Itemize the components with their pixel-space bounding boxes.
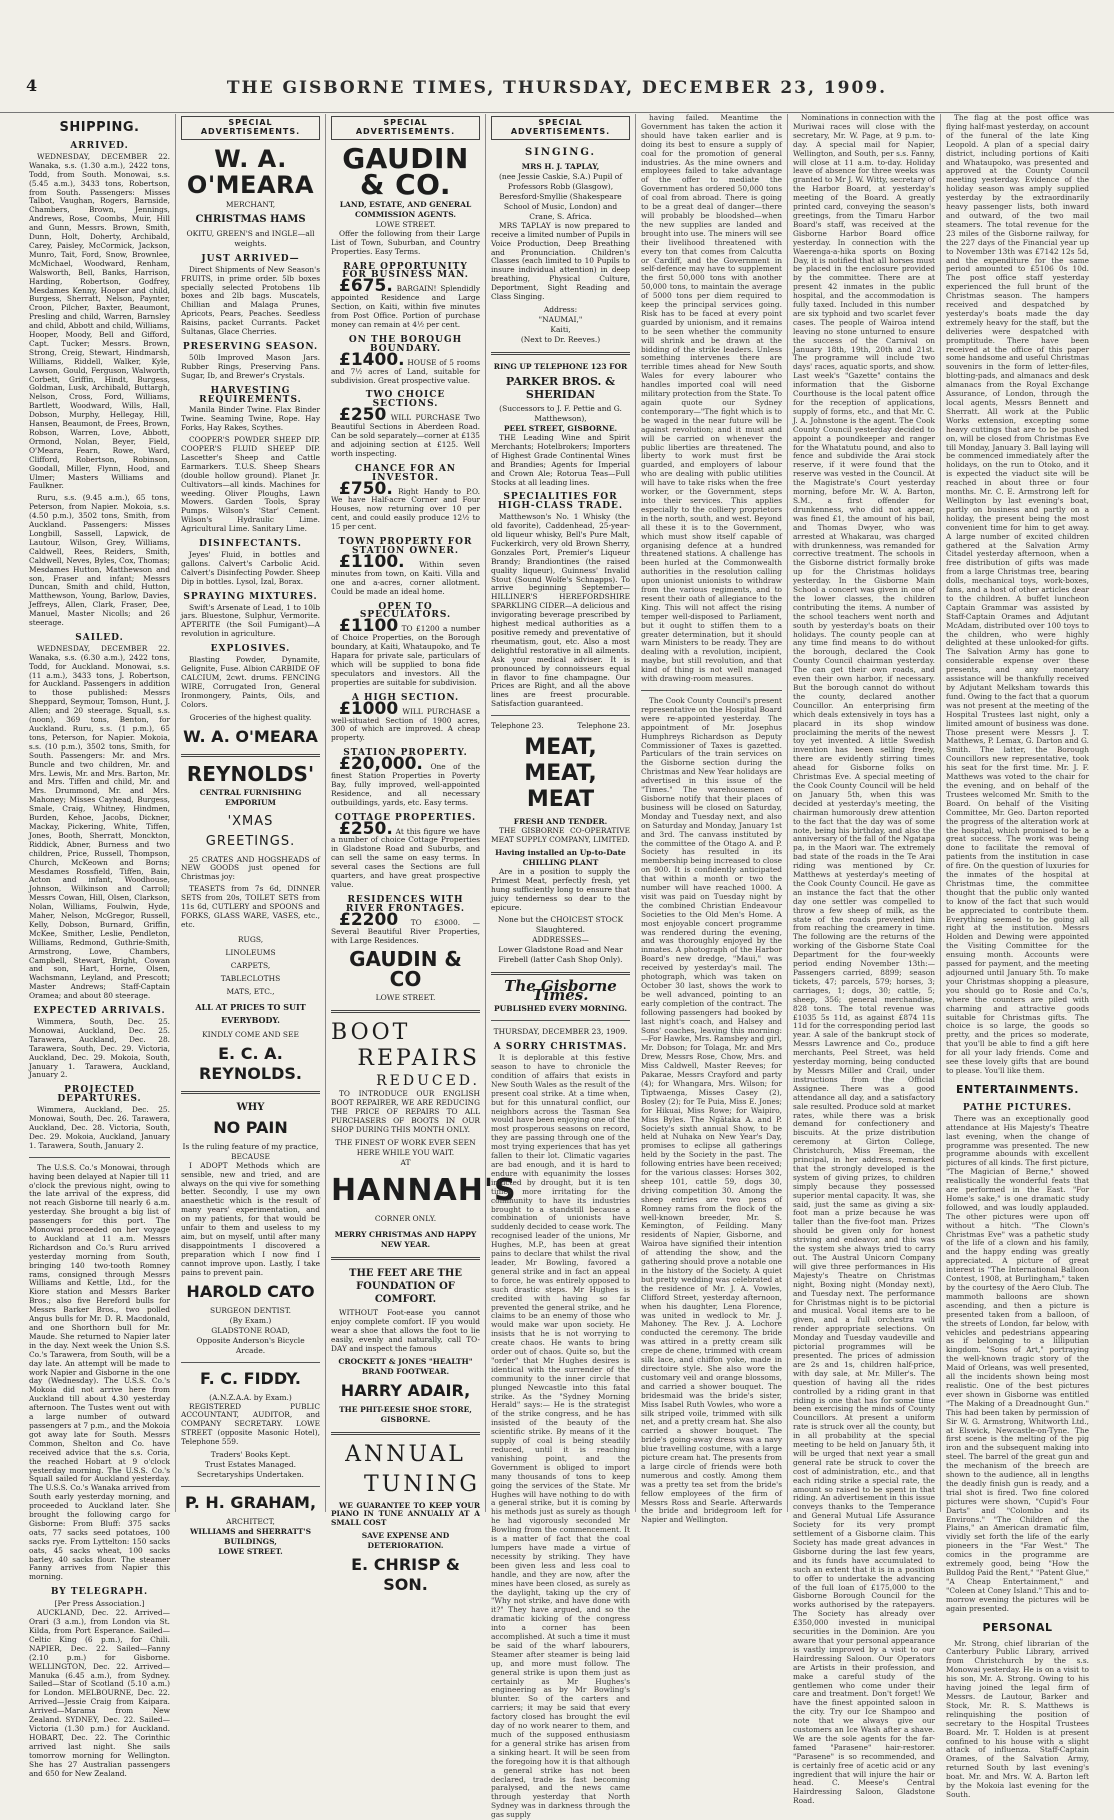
fiddy-sub: (A.N.Z.A.A. by Exam.) bbox=[209, 1392, 292, 1402]
divider bbox=[641, 690, 782, 691]
expected-heading: EXPECTED ARRIVALS. bbox=[33, 1006, 166, 1017]
at-line: AT bbox=[400, 1157, 411, 1167]
why: WHY bbox=[236, 1101, 265, 1113]
price-675: £675. bbox=[339, 276, 393, 297]
news-column-3 bbox=[941, 113, 1094, 1799]
prices-line: ALL AT PRICES TO SUIT EVERYBODY. bbox=[195, 1001, 306, 1025]
coop-text-2: Are in a position to supply the Primest Meat, perfectly fresh, yet hung sufficiently long to ensure that juicy tenderness so dear to the epicure. bbox=[491, 866, 630, 912]
tuning-text: WE GUARANTEE TO KEEP YOUR PIANO IN TUNE ANNUALLY AT A SMALL COST bbox=[331, 1500, 480, 1528]
carpets: CARPETS, bbox=[230, 960, 271, 970]
divider bbox=[491, 1020, 630, 1021]
telephone-row bbox=[491, 722, 630, 731]
just-arrived-text: Direct Shipments of New Season's FRUITS, in prime order. 5lb boxes specially selected Protobens 1lb boxes and 2lb bags. Muscatels, Chillian and Malaga Prunes, Apricots, Pears, Peaches. Seedless Raisins, packet Currants. Packet Sultanas, Glace Cherries. bbox=[181, 264, 320, 337]
parker-name: PARKER BROS. & SHERIDAN bbox=[505, 374, 616, 401]
harvesting: HARVESTING REQUIREMENTS. bbox=[199, 385, 302, 405]
tablecloths: TABLECLOTHS bbox=[220, 973, 281, 983]
price-250: £250 bbox=[339, 405, 387, 426]
telephone-right: Telephone 23. bbox=[577, 721, 630, 731]
editorial-text: It is deplorable at this festive season to have to chronicle the condition of affairs that exists in New South Wales as the result of the present coal strike. At a time when, but for this unnatural conflict, our neighbors across the Tasman Sea would have been enjoying one of the most prosperous seasons on record, they are passing through one of the most trying experiences that has yet fallen to their lot. Climatic vagaries are bad enough, and it is hard to endure with equanimity the losses inflicted by drought, but it is ten times more irritating for the community to have its industries brought to a standstill because a combination of unionists have suddenly decided to cease work. The recognised leader of the unions, Mr Hughes, M.P., has been at great pains to declare that whilst the rival leader, Mr Bowling, favored a general strike and in fact an appeal to force, he was entirely opposed to such drastic steps. Mr Hughes is credited with having so far prevented the general strike, and he claims to be an enemy of those who would make war upon society. He insists that he is not worrying to create chaos. He wants to bring order out of chaos. Quite so, but the "order" that Mr Hughes desires is identical with the surrender of the community to the inner circle that plunged Newcastle into this fatal strike. As the "Sydney Morning Herald" says:— He is the strategist of the strike congress, and he has insisted of the beauty of the scientific strike. By means of it the supply of coal is being steadily reduced, until it is reaching vanishing point, and the Government is obliged to import many thousands of tons to keep going the services of the State. Mr Hughes will have nothing to do with a general strike, but it is coming by his methods just as surely as though he had vigorously seconded Mr Bowling from the commencement. It is a matter of fact that the coal lumpers have made a virtue of necessity by striking. They have been given less and less coal to handle, and they are now, after the mines have been closed, as surely as the daylight, taking up the cry of "Why not strike, and have done with it?" They have argued, and so the dramatic kicking of the congress into a corner has been accomplished. At such a time it must be said of the wharf labourers, Steamer after steamer is being laid up, and more must follow. The general strike is upon them just as certainly as Mr Hughes's engineering as by Mr Bowling's blunter. So of the carters and carriers; it may be said that every factory closed has brought the evil day of no work nearer to them, and much of the supposed enthusiasm for a general strike has arisen from a sinking heart. It will be seen from the foregoing how it is that although a general strike has not been declared, trade is fast becoming paralysed, and the news came through yesterday that North Sydney was in darkness through the gas supply bbox=[491, 1053, 630, 1820]
parker-successors: (Successors to J. F. Pettie and G. Matthewson), bbox=[499, 403, 622, 423]
paper-title: The Gisborne Times. bbox=[504, 977, 617, 1005]
rare-heading: RARE OPPORTUNITY FOR BUSINESS MAN. bbox=[342, 261, 469, 281]
tuning-heading: TUNING bbox=[364, 1471, 480, 1497]
graham-name: P. H. GRAHAM, bbox=[184, 1493, 317, 1513]
published-line: PUBLISHED EVERY MORNING. bbox=[494, 1004, 627, 1014]
station-owner-heading: TOWN PROPERTY FOR STATION OWNER. bbox=[338, 537, 473, 556]
sailed-heading: SAILED. bbox=[75, 632, 124, 643]
gaudin-footer-street: LOWE STREET. bbox=[375, 993, 436, 1003]
preserving-text: 50lb Improved Mason Jars. Rubber Rings, Preserving Pans. Sugar, Ib, and Brewer's Crystals. bbox=[181, 352, 320, 380]
kaiti: Kaiti, bbox=[550, 324, 571, 334]
shipping-column bbox=[24, 114, 176, 1778]
gaudin-footer: GAUDIN & CO bbox=[349, 947, 462, 992]
choice-heading: TWO CHOICE SECTIONS. bbox=[365, 390, 446, 410]
price-750: £750. bbox=[339, 478, 393, 499]
harvesting-text: Manila Binder Twine. Flax Binder Twine. Seaming Twine, Rope. Hay Forks, Hay Rakes, Scythes. bbox=[181, 405, 320, 433]
masthead bbox=[0, 0, 1114, 113]
entertainments-heading: ENTERTAINMENTS. bbox=[956, 1082, 1079, 1096]
adair-name: HARRY ADAIR, bbox=[340, 1380, 471, 1400]
next-to: (Next to Dr. Reeves.) bbox=[520, 334, 601, 344]
local-news-3: The flag at the post office was flying half-mast yesterday, on account of the funeral of the late King Leopold. A plan of a special dairy district, including portions of Kaiti and Whataupoko, was presented and approved at the County Council meeting yesterday. Evidence of the holiday season was amply supplied yesterday by the extraordinarily heavy passenger lists, both inward and outward, of the two mail steamers. The total revenue for the 23 miles of the Gisborne railway, for the 227 days of the Financial year up to November 13th was £7142 12s 5d, and the expenditure for the same period amounted to £5106 0s 10d. The post office staff yesterday experienced the full brunt of the Christmas season. The hampers received and despatched by yesterday's boats made the day extremely heavy for the staff, but the deliveries were despatched with promptitude. There have been received at the office of this paper some handsome and useful Christmas souvenirs in the form of letter-files, blotting-pads, and almanacs and desk almanacs from the Royal Exchange Assurance, of London, through the local agents, Messrs Bennett and Sherratt. All work at the Public Works extension, excepting some heavy cuttings that are to be pushed on, will be closed from Christmas Eve till Monday, January 3. Ball laying will be commenced immediately after the holidays, on the run to Otoko, and it is expected the viaduct site will be reached in about three or four months. Mr. C. E. Armstrong left for Wellington by last evening's boat, partly on business and partly on a holiday, the present being the most convenient time for him to get away. A large number of excited children gathered at the Salvation Army Citadel yesterday afternoon, when a free distribution of gifts was made from a large Christmas tree, bearing dolls, mechanical toys, work-boxes, fans, and a host of other articles dear to the children. A buffet luncheon Captain Grammar was assisted by Staff-Captain Orames and Adjutant McAdam, distributed over 100 toys to the children, who were highly delighted at these unlooked-for gifts. The Salvation Army has gone to considerable expense over these presents, and any monetary assistance will be thankfully received by Adjutant Melksham towards this fund. Owing to the fact that a quorum was not present at the meeting of the Hospital Trustees last night, only a limited amount of business was done. Those present were Messrs J. T. Matthews, P. Lemax, G. Darton and G. Smith. The latter, the Borough Councillors new representative, took his seat for the first time. Mr. J. F. Matthews was voted to the chair for the evening, and on behalf of the Trustees welcomed Mr. Smith to the Board. On behalf of the Visiting Committee, Mr. Geo. Darton reported the progress of the alteration work at the hospital, which promised to be a great success. The work was being done to facilitate the removal of patients from the institution in case of fire. On the question of luxuries for the inmates of the hospital at Christmas time, the committee thought that the public only wanted to know of the fact that such would be appreciated to contribute them. Everything seemed to be going all right at the institution. Messrs Holden and Dewing were appointed the Visiting Committee for the ensuing month. Accounts were passed for payment, and the meeting adjourned until January 5th. To make your Christmas shopping a pleasure, you should go to Rosie and Co.'s, where the counters are piled with charming and attractive goods suitable for Christmas gifts. The choice is so large, the goods so pretty, and the prices so moderate, that you'll be able to find a gift here for all your lady friends. Come and see these lovely gifts that are bound to please. You'll like them. bbox=[946, 113, 1089, 1075]
naumai: "NAUMAI," bbox=[538, 314, 583, 324]
groceries-line: Groceries of the highest quality. bbox=[189, 712, 312, 722]
tapley-sub: (nee Jessie Caskie, S.A.) Pupil of Professors Robb (Glasgow), Beresford-Smyllie (Shakespeare School of Music, London) and Crane, S. Africa. bbox=[498, 171, 623, 221]
sailed-text: WEDNESDAY, DECEMBER 22. Wanaka, s.s. (6.30 a.m.), 2422 tons, Todd, for Auckland. Monowai, s.s. (11 a.m.), 3433 tons, J. Robertson, for Auckland. Passengers in addition to those published: Messrs Sheppard, Seymour, Tomson, Hunt, J. Allen; and 20 steerage. Squall, s.s. (noon), 369 tons, Benton, for Auckland. Ruru, s.s. (1 p.m.), 65 tons, Peterson, for Napier. Mokoia, s.s. (10 p.m.), 3502 tons, Smith, for South. Passengers: Mr. and Mrs. Buncle and two children, Mr. and Mrs. Lewis, Mr. and Mrs. Barton, Mr. and Mrs. Tiffen and child, Mr. and Mrs. Drummond, Mr. and Mrs. Mahoney; Misses Cayhead, Burgess, Smale, Craig, Whitney, Hindmen, Burden, Kehoe, Jacobs, Dickner, Mackay, Pickering, White, Tiffen, Jones, Booth, Sherratt, Monckton, Riddick, Abner, Burness and two children, Price, Russell, Thompson, Church, McKeown and Borns; Mesdames Rossfield, Tiffen, Bain, Acton and infant, Woodhouse, Johnson, Wilkinson and Carroll; Messrs Cowan, Hill, Olsen, Clarkson, Nolan, Williams, Foulwin, Hyde, Maher, Nelson, McGregor, Russell, Kelly, Dobson, Burnard, Griffin, McKee, Smither, Leslie, Pendleton, Williams, Redmond, Guthrie-Smith, Armstrong, Lowe, Chambers, Campbell, Stewart, Bright, Cowan and son, Hart, Horne, Olsen, Wachsmann, Leyland, and Prescott; Master Andrews; Staff-Captain Oramea; and about 80 steerage. bbox=[29, 643, 170, 1001]
price-1100b: £1100 bbox=[339, 616, 399, 637]
cottage-heading: COTTAGE PROPERTIES. bbox=[334, 812, 477, 823]
cato-opposite: Opposite Anderson's Bicycle Arcade. bbox=[196, 1335, 305, 1355]
crockett-brand: CROCKETT & JONES "HEALTH" BRAND FOOTWEAR. bbox=[338, 1356, 473, 1376]
divider bbox=[181, 1091, 320, 1094]
corner-only: CORNER ONLY. bbox=[374, 1213, 437, 1223]
cato-address: GLADSTONE ROAD, bbox=[211, 1325, 290, 1335]
teasets-text: TEASETS from 7s 6d, DINNER SETS from 20s, TOILET SETS from 11s 6d, CUTLERY and SPOONS and FORKS, GLASS WARE, VASES, etc., etc. bbox=[181, 884, 320, 929]
dip-text: COOPER'S POWDER SHEEP DIP. COOPER'S FLUID SHEEP DIP. Lascetter's Sheep and Cattle Earmarkers. T.U.S. Sheep Shears (double hollow ground). Planet Jr. Cultivators—all kinds. Machines for weeding. Oliver Ploughs, Lawn Mowers. Garden Tools, Spray Pumps. Wilson's 'Star' Cement. Wilson's Hydraulic Lime. Agricultural Lime. Sanitary Lime. bbox=[181, 435, 320, 534]
borough-heading: ON THE BOROUGH BOUNDARY. bbox=[348, 334, 463, 354]
page-number: 4 bbox=[26, 76, 38, 95]
personal-text: Mr. Strong, chief librarian of the Canterbury Public Library, arrived from Christchurch by the s.s. Monowai yesterday. He is on a visit to his son, Mr. A. Strong. Owing to his having joined the legal firm of Messrs. de Lautour, Barker and Stock, Mr. R. S. Matthews is relinquishing the position of secretary to the Hospital Trustees Board. Mr. T. Holden is at present confined to his house with a slight attack of influenza. Staff-Captain Orames, of the Salvation Army, returned South by last evening's boat. Mr. and Mrs. W. A. Barton left by the Mokoia last evening for the South. bbox=[946, 1638, 1089, 1799]
price-675-text: BARGAIN! Splendidly appointed Residence and Large Section, on Kaiti, within five minutes from Post Office. Portion of purchase money can remain at 4½ per cent. bbox=[331, 284, 480, 329]
address-label: Address: bbox=[543, 304, 578, 314]
personal-heading: PERSONAL bbox=[982, 1620, 1053, 1634]
page-columns bbox=[24, 113, 1094, 1820]
omeara-footer: W. A. O'MEARA bbox=[183, 726, 318, 746]
price-1000: £1000 bbox=[339, 698, 399, 719]
omeara-name: W. A. O'MEARA bbox=[186, 144, 315, 199]
price-2200-text: TO £3000. — Several Beautiful River Properties, with Large Residences. bbox=[331, 917, 480, 945]
price-1100b-text: TO £1200 a number of Choice Properties, on the Borough boundary, at Kaiti, Whataupoko, and Te Hapara for private sale, particulars of which will be supplied to bona fide speculators and investors. All the properties are suitable for subdivision. bbox=[331, 624, 480, 687]
parker-text: THE Leading Wine and Spirit Merchants; Hotelbrokers; Importers of Highest Grade Continental Wines and Brandies; Agents for Imperial and Crown Ale; Rotorua Teas—Full Stocks at all leading lines. bbox=[491, 432, 630, 487]
arrived-text: WEDNESDAY, DECEMBER 22. Wanaka, s.s. (1.30 a.m.), 2422 tons, Todd, from South. Monowai, s.s. (5.45 a.m.), 3433 tons, Robertson, from South. Passengers: Misses Talbot, Vaughan, Rogers, Barnside, Chambers, Brown, Jennings, Andrews, Rose, Coombs, Muir, Hill and Gunn, Messrs. Brown, Smith, Dunn, Holt, Doherty, Archibald, Carey, Paisley, McCormick, Jackson, Munro, Tait, Ford, Snow, Brownlee, McMichael, Woodward, Renham, Walsworth, Bell, Banks, Harrison, Harding, Robertson, Godfrey, Mesdames Kenny, Hooper and child, Burgess, Sherratt, Nelson, Paynter, Croon, Pilcher, Baxter, Beaumont, Presling and child, Warren, Barnsley and child, Abbott and child, Williams, Hooper, Moody, Bell and Gifford, Capt. Tucker; Messrs. Brown, Strong, Creig, Stewart, Hindmarsh, Williams, Riddell, Walker, Kyle, Lawson, Gould, Ferguson, Walworth, Corbett, Griffin, Hindt, Burgess, Goldman, Lusk, Archibald, Buttargh, Nelson, Cross, Ford, Williams, Bartlett, Woodward, Wills, Hall, Dobson, Murphy, Hellegay, Hill, Hansen, Beaumont, de Frees, Brown, Robson, Warren, Love, Abbott, Ormond, Nolan, Beyer, Field, O'Meara, Fearn, Rowe, Ward, Clifford, Robertson, Robinson, Goodall, Miller, Flynn, Hood, and Ulmer; Masters Williams and Faulkner. bbox=[29, 151, 170, 491]
gaudin-name: GAUDIN & CO. bbox=[342, 141, 469, 201]
telegraph-heading: BY TELEGRAPH. bbox=[50, 1587, 149, 1598]
editorial-continued: having failed. Meantime the Government has taken the action it should have taken earlier and is doing its best to ensure a supply of coal for the promotion of general industries. As the mine owners and employees failed to take advantage of the offer to mediate the Government has ordered 50,000 tons of coal from abroad. There is going to be a great deal of danger—there will probably be bloodshed—when the new supplies are landed and brought into use. The miners will see their livelihood threatened with every ton that comes from Calcutta or Cardiff, and the Government in self-defence may have to supplement the first 50,000 tons with another 50,000 tons, to maintain the average of 5000 tons per diem required to keep the principal services going. Risk has to be faced at every point guarded by unionism, and it remains to be seen whether the community will shrink and be drawn at the bidding of the strike leaders. Unless something intervenes there are terrible times ahead for New South Wales for every labourer who handles imported coal will need military protection from the State. To again quote our Sydney contemporary—"The fight which is to be waged in the near future will be against revolution; and it must and will be carried on whenever the public liberties are threatened. The liberty to work must first be guarded, and employers of labour who are dealing with public utilities will have to take risks when the free worker, or the Government, steps into their services. This applies especially to the colliery proprietors in the north, south, and west. Beyond all these it is to the Government, which must show itself capable of organising defence at a hundred threatened stations. A challenge has been hurled at the Commonwealth authorities in the resolution calling upon unionist unionists to withdraw from the various regiments, and to resent their oath of allegiance to the King. This will not affect the rising temper well-disposed to Parliament, but it ought to stiffen them to a greater determination, but it should warn Ministers to be ready. They are dealing with a revolution, incipient, maybe, but still revolution, and that kind of thing is not well managed with drawing-room measures. bbox=[641, 113, 782, 684]
save-expense: SAVE EXPENSE AND DETERIORATION. bbox=[361, 1531, 450, 1551]
divider bbox=[331, 1010, 480, 1013]
cato-role: SURGEON DENTIST. bbox=[209, 1305, 292, 1315]
press-association: [Per Press Association.] bbox=[54, 1599, 145, 1609]
chilling-plant: Having installed an Up-to-Date CHILLING PLANT bbox=[495, 847, 626, 867]
spraying: SPRAYING MIXTURES. bbox=[183, 591, 318, 602]
just-arrived: JUST ARRIVED— bbox=[201, 253, 300, 264]
boot-text: TO INTRODUCE OUR ENGLISH BOOT REPAIRER, WE ARE REDUCING THE PRICE OF REPAIRS TO ALL PURCHASERS OF BOOTS IN OUR SHOP DURING THIS MONTH ONLY. bbox=[331, 1089, 480, 1135]
gaudin-street: LOWE STREET. bbox=[375, 219, 436, 229]
secretaryships: Secretaryships Undertaken. bbox=[197, 1470, 304, 1480]
price-250-text: WILL PURCHASE Two Beautiful Sections in Aberdeen Road. Can be sold separately—corner at £135 and adjoining section at £125. Well worth inspecting. bbox=[331, 413, 480, 458]
expected-text: Wimmera, South, Dec. 25. Monowai, Auckland, Dec. 25. Tarawera, Auckland, Dec. 28. Tarawera, South, Dec. 29. Victoria, Auckland, Dec. 29. Mokoia, South, January 1. Tarawera, Auckland, January 2. bbox=[29, 1017, 170, 1080]
books-kept: Traders' Books Kept. bbox=[210, 1450, 291, 1460]
emporium: CENTRAL FURNISHING EMPORIUM bbox=[199, 787, 302, 807]
feet-heading: THE FEET ARE THE FOUNDATION OF COMFORT. bbox=[349, 1267, 462, 1305]
coop-text: THE GISBORNE CO-OPERATIVE MEAT SUPPLY COMPANY, LIMITED. bbox=[491, 826, 630, 844]
offer-text: Offer the following from their Large List of Town, Suburban, and Country Properties. Easy Terms. bbox=[331, 228, 480, 256]
price-750-text: Right Handy to P.O. We have Half-acre Corner and Four Houses, now returning over 10 per cent, and could easily produce 12½ to 15 per cent. bbox=[331, 486, 480, 532]
no-pain: NO PAIN bbox=[213, 1117, 288, 1137]
boot-heading: BOOT bbox=[331, 1020, 411, 1046]
kindly-line: KINDLY COME AND SEE bbox=[202, 1029, 299, 1039]
no-pain-text: I ADOPT Methods which are sensible, new and tried, and are always on the qui vive for something better. Secondly, I use my own anaesthetic which is the result of many years' experimentation, and on my patients, for that would be unfair to them and useless to my aim, but on myself, until after many disappointments I discovered a preparation which I now find I cannot improve upon. Lastly, I take pains to prevent pain. bbox=[181, 1160, 320, 1277]
trust-estates: Trust Estates Managed. bbox=[204, 1460, 297, 1470]
projected-text: Wimmera, Auckland, Dec. 25. Monowai, South, Dec. 26. Tarawera, Auckland, Dec. 28. Victoria, South, Dec. 29. Mokoia, Auckland, January 1. Tarawera, South, January 2. bbox=[29, 1105, 170, 1150]
telephone-left: Telephone 23. bbox=[491, 721, 544, 731]
investor-heading: CHANCE FOR AN INVESTOR. bbox=[354, 463, 457, 483]
crates-text: 25 CRATES AND HOGSHEADS of NEW GOODS just opened for Christmas joy: bbox=[181, 854, 320, 882]
divider bbox=[29, 1157, 170, 1158]
advertisements-column-2 bbox=[326, 114, 517, 1595]
hams-sub: OKITU, GREEN'S and INGLE—all weights. bbox=[186, 228, 315, 248]
preserving: PRESERVING SEASON. bbox=[182, 341, 319, 352]
pathe-heading: PATHE PICTURES. bbox=[962, 1102, 1073, 1113]
reynolds-name: REYNOLDS' bbox=[186, 761, 315, 786]
shipping-notes: The U.S.S. Co.'s Monowai, through having been delayed at Napier till 11 o'clock the previous night, owing to the late arrival of the express, did not reach Gisborne till nearly 6 a.m. yesterday. She brought a big list of passengers for this port. The Monowai proceeded on her voyage to Auckland at 11 a.m. Messrs Richardson and Co.'s Ruru arrived yesterday morning from South, bringing 140 two-tooth Romney rams, consigned through Messrs Williams and Kettle, Ltd., for the Kiore station and Messrs Barker Bros.; also five Hereford bulls for Messrs Barker Bros., two polled Angus bulls for Mr. D. R. Macdonald, and one Shorthorn bull for Mr. Maude. She returned to Napier later in the day. Next week the Union S.S. Co.'s Tarawera, from South, will be a day late. An attempt will be made to work Napier and Gisborne in the one day (Wednesday). The U.S.S. Co.'s Mokoia did not arrive here from Auckland till about 4.30 yesterday afternoon. The Tustes went out with a large number of outward passengers at 7 p.m., and the Mokoia got away late for South. Messrs Common, Shelton and Co. have received advice that the s.s. Coria, the reached Hobart at 9 o'clock yesterday morning. The U.S.S. Co.'s Squall sailed for Auckland yesterday. The U.S.S. Co.'s Wanaka arrived from South early yesterday morning, and proceeded to Auckland later. She brought the following cargo for Gisborne: From Bluff: 375 sacks oats, 77 sacks seed potatoes, 100 sacks rye. From Lyttelton: 150 sacks oats, 45 sacks wheat, 100 sacks barley, 40 sacks flour. The steamer Fanny arrives from Napier this morning. bbox=[29, 1162, 170, 1582]
specialities-heading: SPECIALITIES FOR HIGH-CLASS TRADE. bbox=[497, 492, 623, 512]
spraying-text: Swift's Arsenate of Lead, 1 to 10lb jars. Bluestone, Sulphur, Vermorite. APTERITE (the Soil Fumigant)—A revolution in agriculture. bbox=[181, 602, 320, 639]
cato-name: HAROLD CATO bbox=[186, 1281, 315, 1301]
adair-sub: THE PHIT-EESIE SHOE STORE, GISBORNE. bbox=[339, 1404, 472, 1424]
choicest-stock: None but the CHOICEST STOCK Slaughtered. bbox=[497, 915, 624, 935]
price-20000-text: One of the finest Station Properties in Poverty Bay, fully improved, well-appointed Residence, and all necessary outbuildings, yards, etc. Easy terms. bbox=[331, 762, 480, 807]
advertisements-column-1 bbox=[176, 114, 326, 1557]
singing-heading: SINGING. bbox=[524, 146, 597, 158]
disinfectants-text: Jeyes' Fluid, in bottles and gallons. Calvert's Carbolic Acid. Calvert's Disinfecting Powder. Sheep Dip in bottles. Lysol, Izal, Borax. bbox=[181, 550, 320, 586]
newspaper-title: THE GISBORNE TIMES, THURSDAY, DECEMBER 23, 1909. bbox=[226, 78, 888, 98]
finest-line: THE FINEST OF WORK EVER SEEN HERE WHILE YOU WAIT. bbox=[335, 1137, 476, 1157]
fiddy-text: REGISTERED PUBLIC ACCOUNTANT, AUDITOR, and COMPANY SECRETARY. LOWE STREET (opposite Masonic Hotel), Telephone 559. bbox=[181, 1401, 320, 1447]
special-ads-label: SPECIAL ADVERTISEMENTS. bbox=[331, 116, 480, 140]
special-ads-label: SPECIAL ADVERTISEMENTS. bbox=[491, 116, 630, 140]
special-ads-label: SPECIAL ADVERTISEMENTS. bbox=[181, 116, 320, 140]
tapley-name: MRS H. J. TAPLAY, bbox=[521, 161, 600, 171]
news-column-1 bbox=[636, 113, 788, 1525]
price-1100: £1100. bbox=[339, 551, 405, 572]
meat-heading: MEAT, MEAT, MEAT bbox=[524, 735, 597, 813]
divider bbox=[491, 972, 630, 975]
local-news: The Cook County Council's present representative on the Hospital Board were re-appointed yesterday. The appointment of Mr. Josephus Humphreys Richardson as Deputy Commissioner of Taxes is gazetted. Particulars of the train services on the Gisborne section during the Christmas and New Year holidays are advertised in this issue of the "Times." The warehousemen of Gisborne notify that their places of business will be closed on Saturday, Monday and Tuesday next, and also on Saturday and Monday, January 1st and 3rd. The canvass instituted by the committee of the Otago A. and P. Society has resulted in its membership being increased to close on 900. It is confidently anticipated that within a month or two the number will have reached 1000. A visit was paid on Tuesday night by the combined Christian Endeavour Societies to the Old Men's Home. A most enjoyable concert programme was rendered during the evening, and was thoroughly enjoyed by the inmates. A photograph of the Harbor Board's new dredge, "Maui," was received by yesterday's mail. The photograph, which was taken on October 30 last, shows the work to be well advanced, pointing to an early completion of the contract. The following passengers had booked by last night's coach, and Halsey and Sons' coaches, leaving this morning:—For Hawke, Mrs. Ramsbey and girl, Mr. Dobson; for Tolaga, Mr. and Mrs Drew, Messrs Rose, Chow, Mrs. and Miss Caldwell, Master Reeves; for Pakarae, Messrs Crayford and party (4); for Whangara, Mrs. Wilson; for Tiptwaenga, Misses Casey (2), Bosley (2); for Te Puia, Miss E. Jones; for Hikuai, Miss Rowe; for Waipiro, Miss Byles. The Ngātaka A. and P. Society's sixth annual Show, to be held at Nuhaka on New Year's Day, promises to eclipse all gatherings held by the Society in the past. The following entries have been received; for the various classes: Horses 302, sheep 101, cattle 59, dogs 30, driving competition 30. Among the sheep entries are two pens of Romney rams from the flock of the well-known breeder, Mr. S. Kemington, of Feilding. Many residents of Napier, Gisborne, and Wairoa have signified their intention of attending the show, and the gathering should prove a notable one in the history of the Society. A quiet but pretty wedding was celebrated at the residence of Mr. J. A. Vowles, Clifford Street, yesterday afternoon, when his daughter, Lena Florence, was united in wedlock to Mr. J. Mahoney. The Rev. J. A. Lochore conducted the ceremony. The bride was attired in a pretty cream silk crepe de chene, trimmed with cream silk lace, and chiffon yoke, made in directoire style. She also wore the customary veil and orange blossoms, and carried a shower bouquet. The bridesmaid was the bride's sister, Miss Isabel Ruth Vowles, who wore a silk striped voile, trimmed with silk net, and a pretty cream hat. She also carried a shower bouquet. The bride's going-away dress was a navy blue travelling costume, with a large picture cream hat. The presents from a large circle of friends were both numerous and costly. Among them was a pretty tea set from the bride's fellow employees of the firm of Messrs Ross and Searle. Afterwards the bride and bridegroom left for Napier and Wellington. bbox=[641, 696, 782, 1525]
shipping-heading: SHIPPING. bbox=[59, 120, 140, 135]
repairs-heading: REPAIRS bbox=[357, 1046, 480, 1072]
telegraph-text: AUCKLAND, Dec. 22. Arrived—Orari (3 a.m.), from London via St. Kilda, from Port Esperance. Sailed—Celtic King (6 p.m.), for Chili. NAPIER, Dec. 22. Sailed—Fanny (2.10 p.m.) for Gisborne. WELLINGTON, Dec. 22. Arrived—Manuka (6.45 a.m.), from Sydney. Sailed—Star of Scotland (5.10 a.m.) for London. MELBOURNE, Dec. 22. Arrived—Jessie Craig from Kaipara. Arrived—Marama from New Zealand. SYDNEY, Dec. 22. Sailed—Victoria (1.30 p.m.) for Auckland. HOBART, Dec. 22. The Corinthic arrived last night. She sails tomorrow morning for Wellington. She has 27 Australian passengers and 650 for New Zealand. bbox=[29, 1608, 170, 1778]
news-column-2 bbox=[788, 113, 941, 1806]
station-heading: STATION PROPERTY. bbox=[343, 748, 468, 759]
price-250b-text: At this figure we have a number of choice Cottage Properties in Gladstone Road and Suburbs, and can sell the same on easy terms. In several cases the Sections are full quarters, and have great prospective value. bbox=[331, 826, 480, 889]
reynolds-footer: E. C. A. REYNOLDS. bbox=[199, 1043, 302, 1083]
mats: MATS, ETC., bbox=[226, 986, 275, 996]
price-1400: £1400. bbox=[339, 349, 405, 370]
fiddy-name: F. C. FIDDY. bbox=[200, 1368, 301, 1388]
feet-text: WITHOUT Foot-ease you cannot enjoy complete comfort. IF you would wear a shoe that allows the foot to lie easily, evenly and naturally, call TO-DAY and inspect the famous bbox=[331, 1307, 480, 1353]
gaudin-sub: LAND, ESTATE, AND GENERAL COMMISSION AGENTS. bbox=[339, 199, 472, 219]
graham-address: WILLIAMS and SHERRATT'S BUILDINGS, bbox=[189, 1527, 311, 1547]
ring-up: RING UP TELEPHONE 123 FOR bbox=[493, 361, 628, 371]
hannahs-name: HANNAH'S bbox=[331, 1172, 517, 1208]
price-250b: £250. bbox=[339, 818, 393, 839]
price-1000-text: WILL PURCHASE a well-situated Section of 1900 acres, 300 of which are improved. A cheap property. bbox=[331, 706, 481, 743]
pathe-text: There was an exceptionally good attendance at His Majesty's Theatre last evening, when the change of programme was presented. The new programme abounds with excellent pictures of all kinds. The first picture, "The Magician of Berne," showed realistically the wonderful feats that are performed in the East. "For Home's sake," is one dramatic study followed, and was loudly applauded. The other pictures were upon off without a hitch. "The Clown's Christmas Eve" was a pathetic study of the life of a clown and his family, and the happy ending was greatly appreciated. A picture of great interest is "The International Balloon Contest, 1908, at Burlingham," taken by the courtesy of the Aero Club. The mammoth balloons are shown ascending, and then a picture is presented taken from a balloon, of the streets of London, far below, with vehicles and pedestrians appearing as if belonging to a lilliputian kingdom. "Sons of Art," portraying the well-known tragic story of the Maid of Orleans, was well presented, all the incidents shown being most realistic. One of the best pictures ever shown in Gisborne was entitled "The Making of a Dreadnought Gun." This had been taken by permission of Sir W. G. Armstrong, Whitworth Ltd., at Elswick, Newcastle-on-Tyne. The first scene is the melting of the pig iron and the subsequent making into steel. The barrel of the great gun and the mechanism of the breech are shown to the audience, all in lengths the deadly finish gun is ready, and a trial shot is fired. Two fine colored pictures were shown, "Cupid's Four Darts" and "Colombo and its Environs." "The Children of the Plains," an American dramatic film, vividly set forth the life of the early pioneers in the "Far West." The comics in the programme are extremely good, being "How the Bulldog Paid the Rent," "Patent Glue," "A Cheap Entertainment," and "Coleen at Coney Island." This and to-morrow evening the pictures will be again presented. bbox=[946, 1113, 1089, 1613]
river-heading: RESIDENCES WITH RIVER FRONTAGES. bbox=[345, 894, 466, 914]
xmas-greetings: 'XMAS GREETINGS. bbox=[205, 813, 296, 849]
graham-street: LOWE STREET. bbox=[218, 1547, 283, 1557]
explosives-text: Blasting Powder, Dynamite, Gelignite, Fuse. Albion CARBIDE OF CALCIUM, 2cwt. drums. FENCING WIRE, Corrugated Iron, General Ironmongery, Paints, Oils, and Colors. bbox=[181, 655, 320, 709]
divider bbox=[331, 1432, 480, 1435]
annual-heading: ANNUAL bbox=[345, 1441, 466, 1467]
editorial-date: THURSDAY, DECEMBER 23, 1909. bbox=[493, 1027, 628, 1037]
price-20000: £20,000. bbox=[339, 754, 423, 775]
editorial-heading: A SORRY CHRISTMAS. bbox=[493, 1042, 628, 1053]
ruling-line: Is the ruling feature of my practice, BECAUSE bbox=[182, 1141, 319, 1161]
tapley-text: MRS TAPLAY is now prepared to receive a limited number of Pupils in Voice Production, Deep Breathing and Pronunciation. Children's Classes (each limited to 10 Pupils to insure individual attention) in deep breathing, Physical Culture, Deportment, Sight Reading and Class Singing. bbox=[491, 220, 630, 302]
price-1400-text: HOUSE of 5 rooms and 7½ acres of Land, suitable for subdivision. Great prospective value. bbox=[331, 357, 481, 385]
divider bbox=[491, 352, 630, 355]
price-1100-text: Within seven minutes from town, on Kaiti. Villa and one and a-acres, corner allotment. Could be made an ideal home. bbox=[331, 559, 480, 596]
divider bbox=[181, 1362, 320, 1363]
disinfectants: DISINFECTANTS. bbox=[199, 539, 302, 550]
fresh-tender: FRESH AND TENDER. bbox=[513, 817, 608, 827]
cato-exam: (By Exam.) bbox=[229, 1315, 272, 1325]
merry-christmas: MERRY CHRISTMAS AND HAPPY NEW YEAR. bbox=[334, 1229, 477, 1249]
rugs: RUGS, bbox=[237, 934, 264, 944]
omeara-role: MERCHANT, bbox=[225, 199, 276, 209]
arrived-heading: ARRIVED. bbox=[70, 141, 129, 151]
reduced-heading: REDUCED. bbox=[376, 1073, 480, 1090]
high-section-heading: A HIGH SECTION. bbox=[351, 692, 460, 703]
christmas-hams: CHRISTMAS HAMS bbox=[195, 213, 306, 225]
addresses-label: ADDRESSES— bbox=[532, 935, 589, 945]
price-2200: £2200 bbox=[339, 909, 399, 930]
divider bbox=[491, 715, 630, 716]
linoleums: LINOLEUMS bbox=[225, 947, 276, 957]
divider bbox=[181, 754, 320, 757]
addresses-text: Lower Gladstone Road and Near Firebell (latter Cash Shop Only). bbox=[498, 945, 623, 965]
divider bbox=[181, 1486, 320, 1487]
advertisements-column-3 bbox=[486, 114, 636, 1820]
explosives: EXPLOSIVES. bbox=[210, 644, 291, 655]
chrisp-name: E. CHRISP & SON. bbox=[351, 1555, 460, 1595]
local-news-2: Nominations in connection with the Muriwai races will close with the secretary, Mr. W. Page, at 9 p.m. to-day. A special mail for Napier, Wellington, and South, per s.s. Fanny, will close at 11 a.m. to-day. Holiday leave of absence for three weeks was granted to Mr J. W. Witty, secretary of the Harbor Board, at yesterday's meeting of the Board. A greatly printed card, conveying the season's greetings, from the Timaru Harbor Board's staff, was received at the Gisborne Harbor Board office yesterday. In connection with the Waerenga-a-hika sports on Boxing Day, it is notified that all horses must be placed in the enclosure provided by the committee. There are at present 42 inmates in the public hospital, and the accommodation is fully taxed. Included in this number are six typhoid and two scarlet fever cases. The people of Wairoa intend leaving no stone unturned to ensure the success of the Carnival on January 18th, 19th, 20th and 21st. The programme will include two days' races, aquatic sports, and show. Last week's "Gazette" contains the information that the Gisborne Courthouse is the local patent office for the reception of applications, supply of forms, etc., and that Mr. C. J. A. Johnstone is the agent. The Cook County Council yesterday decided to appoint a poundkeeper and ranger for the Whatatutu pound, and also to fence and subdivide the Arai stock reserve, if it were found that the reserve was vested in the Council. At the Magistrate's Court yesterday morning, before Mr. W. A. Barton, S.M., a first offender for drunkenness, who did not appear, was fined £1, the amount of his bail, and Thomas Dwyer, who was arrested at Whakarau, was charged with drunkenness, was remanded for corrective treatment. The schools in the Gisborne district formally broke up for the Christmas holidays yesterday. In the Gisborne Main School a concert was given in one of the lower classes, the children contributing the items. A number of the school teachers went north and south by yesterday's boats on their holidays. The county people can at any time find means to do without the borough, declared the Cook County Council chairman yesterday. The can get their own roads, and even their own harbor, if necessary. But the borough cannot do without the county, declared another Councillor. An enterprising firm which deals extensively in toys has a placard in its shop window proclaiming the merits of the newest toy yet invented. A little Swedish invention has been selling freely, there are evidently stirring times ahead for Gisborne folks on Christmas Eve. A special meeting of the Cook County Council will be held on January 5th, when this was decided at yesterday's meeting, the chairman humorously drew attention to the fact that the day was of some note, being his birthday, and also the anniversary of the fall of the Ngatapa pa, in the Maori war. The extremely bad state of the roads in the Te Arai riding was mentioned by Cr. Matthews at yesterday's meeting of the Cook County Council. He gave as an instance the fact that the other day one settler was compelled to throw a few sheep of milk, as the state of the roads prevented him from reaching the creamery in time. The following are the returns of the working of the Gisborne State Coal Department for the four-weekly period ending November 13th:—Passengers carried, 8899; season tickets, 47; parcels, 579; horses, 3; carriages, 1; dogs, 30; cattle, 5; sheep, 356; general merchandise, 828 tons. The total revenue was £1035 5s 11d, as against £874 11s 11d for the corresponding period last year. A sale of the bankrupt stock of Messrs Lawrence and Co., produce merchants, Peel Street, was held yesterday morning, being conducted by Messrs Miller and Crail, under instructions from the Official Assignee. There was a good attendance all day, and a satisfactory sale resulted. Produce sold at market rates, while there was a brisk demand for confectionery and biscuits. At the prize distribution ceremony at Girton College, Christchurch, Miss Freeman, the principal, in her address, remarked that the strongly developed is the system of giving prizes, to children simply because they possessed superior mental capacity. It was, she said, just the same as giving a six-foot man a prize because he was taller than the five-foot man. Prizes should be given only for honest striving and endeavor, and this was the system she always tried to carry out. The Austral Unicorn Company will give three performances in His Majesty's Theatre on Christmas night, Boxing night (Monday next), and Tuesday next. The performance for Christmas night is to be pictorial and musical. Vocal items are to be given, and a full orchestra will render appropriate selections. On Monday and Tuesday vaudeville and pictorial programmes will be presented. The prices of admission are 2s and 1s, children half-price, with day sale, at Mr. Miller's. The question of having all the rides controlled by a riding grant in that riding is one that has for some time been exercising the minds of County Councillors. At present a uniform rate is struck over all the county, but in all probability at the special meeting to be held on January 5th, it will be urged that next year a small general rate be struck to cover the cost of administration, etc., and that each riding strike a special rate, the amount so raised to be spent in that riding. An advertisement in this issue conveys thanks to the Temperance and General Mutual Life Assurance Society for its very prompt settlement of a Gisborne claim. This Society has made great advances in Gisborne during the last few years, and its funds have accumulated to such an extent that it is in a position to offer to undertake the advancing of the full loan of £175,000 to the Gisborne Borough Council for the works authorised by the ratepayers. The Society has already over £350,000 invested in municipal securities in the Dominion. Are you aware that your personal appearance is vastly improved by a visit to our Hairdressing Saloon. Our Operators are Artists in their profession, and make a careful study of the gentlemen who come under their care and treatment. Don't forget! We have the finest appointed saloon in the city. Try our Ice Shampoo and note that we always give our customers an Ice Wash after a shave. We are the sole agents for the far-famed "Parasene" hair-restorer. "Parasene" is so recommended, and is certainly free of acetic acid or any ingredient that will injure the hair or head. C. Meese's Central Hairdressing Saloon, Gladstone Road. bbox=[793, 113, 935, 1806]
speculators-heading: OPEN TO SPECULATORS. bbox=[359, 601, 452, 621]
divider bbox=[331, 1257, 480, 1260]
graham-role: ARCHITECT, bbox=[226, 1517, 275, 1527]
specialities-text: Matthewson's No. 1 Whisky (the old favorite), Caddenhead, 25-year-old liqueur whisky, Bell's Pure Malt, Fuckerkirch, very old Brown Sherry, Gonzales Port, Premier's Liqueur Brandy; Brandiontines (the raised quality liqueur), Guinness' Invalid Stout (Sound Wolfe's Schnapps). To arrive beginning September—HILLINER'S HEREFORDSHIRE SPARKLING CIDER—A delicious and invigorating beverage prescribed by highest medical authorities as a positive remedy and preventative of rheumatism, gout, etc. Also a most delightful restorative in all ailments. Ask your medical adviser. It is pronounced by connoisseurs equal in flavor to fine champagne. Our Prices are Right, and all the above lines are freest procurable. Satisfaction guaranteed. bbox=[491, 512, 630, 709]
arrived-text-2: Ruru, s.s. (9.45 a.m.), 65 tons, Peterson, from Napier. Mokoia, s.s. (4.50 p.m.), 3502 tons, Smith, from Auckland. Passengers: Misses Longbill, Sassell, Lapwick, de Lautour, Wilson, Grey, Williams, Caldwell, Rees, Reiders, Smith, Caldwell, Neves, Byles, Cox, Thomas; Mesdames Hutton, Matthewson and son, Fraser and infant; Messrs Duncan, Smith and child, Hutton, Matthewson, Young, Barlow, Davies, Jeffreys, Allen, Clark, Fraser, Dee, Manuel, Master Nicolls; and 26 steerage. bbox=[29, 493, 170, 628]
parker-street: PEEL STREET, GISBORNE. bbox=[503, 423, 618, 433]
projected-heading: PROJECTED DEPARTURES. bbox=[57, 1085, 142, 1105]
